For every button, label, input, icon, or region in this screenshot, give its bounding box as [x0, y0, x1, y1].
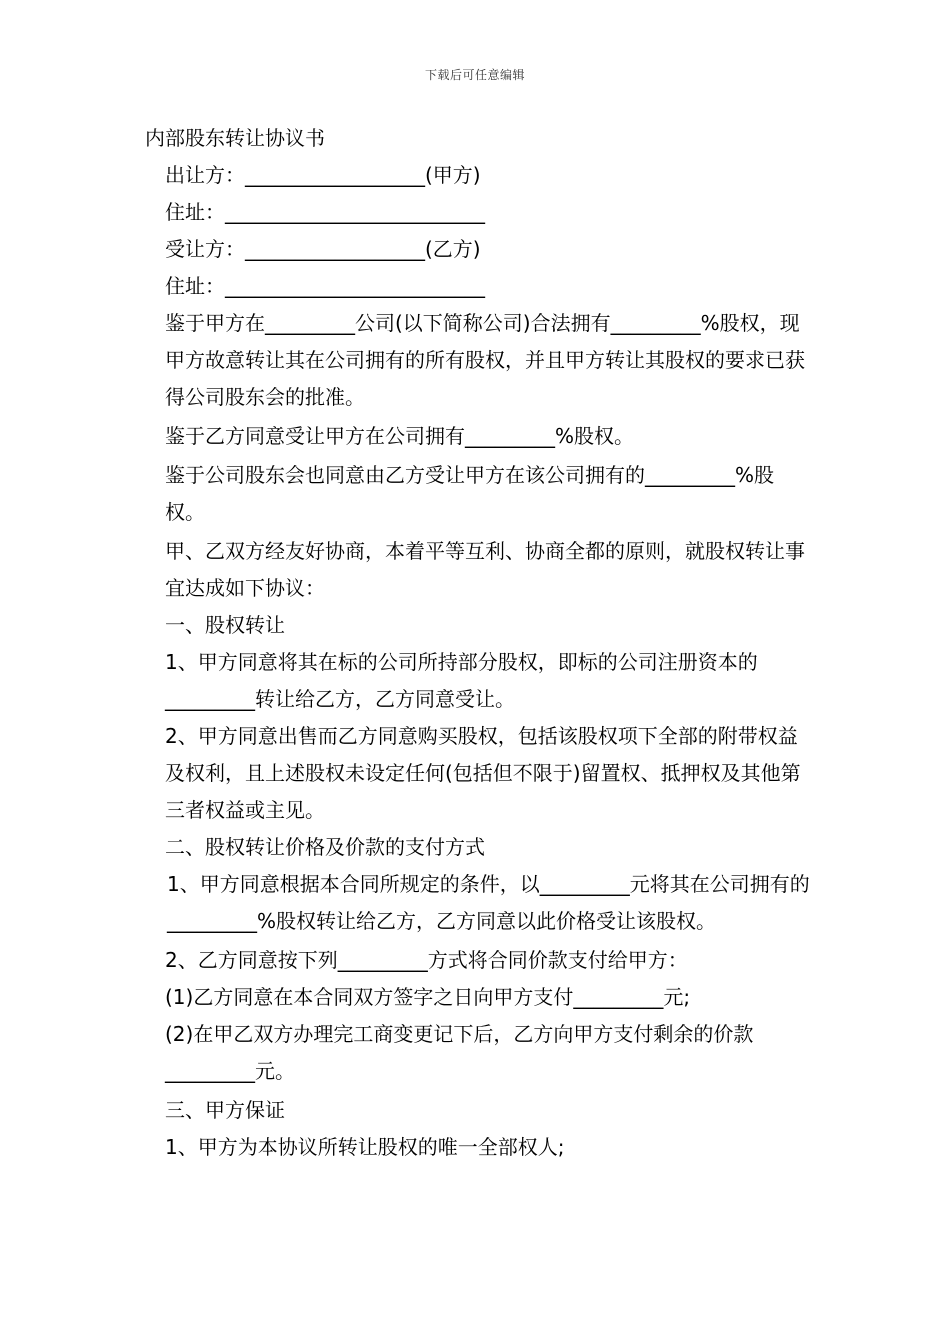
recital-paragraph-1: 鉴于甲方在_________公司(以下简称公司)合法拥有_________%股权，现甲方故意转让其在公司拥有的所有股权，并且甲方转让其股权的要求已获得公司股东会的批准。 [165, 311, 805, 409]
recital-paragraph-2: 鉴于乙方同意受让甲方在公司拥有_________%股权。 [165, 424, 635, 448]
document-body [145, 120, 810, 1166]
recital-paragraph-4: 甲、乙双方经友好协商，本着平等互利、协商全都的原则，就股权转让事宜达成如下协议： [165, 539, 805, 600]
buyer-line: 受让方：__________________(乙方) [165, 237, 481, 261]
section-2-item-1: 1、甲方同意根据本合同所规定的条件，以_________元将其在公司拥有的_________%股权转让给乙方，乙方同意以此价格受让该股权。 [167, 872, 810, 933]
section-1-item-2: 2、甲方同意出售而乙方同意购买股权，包括该股权项下全部的附带权益及权利，且上述股权未设定任何(包括但不限于)留置权、抵押权及其他第三者权益或主见。 [165, 724, 801, 822]
page-header: 下载后可任意编辑 [424, 68, 525, 82]
section-2-subitem-1: (1)乙方同意在本合同双方签字之日向甲方支付_________元; [165, 985, 691, 1009]
section-heading-3: 三、甲方保证 [165, 1098, 285, 1122]
section-3-item-1: 1、甲方为本协议所转让股权的唯一全部权人; [165, 1135, 565, 1159]
section-1-item-1: 1、甲方同意将其在标的公司所持部分股权，即标的公司注册资本的_________转让给乙方，乙方同意受让。 [165, 650, 758, 711]
seller-address-line: 住址：__________________________ [165, 200, 485, 224]
section-heading-2: 二、股权转让价格及价款的支付方式 [165, 835, 485, 859]
recital-paragraph-3: 鉴于公司股东会也同意由乙方受让甲方在该公司拥有的_________%股权。 [165, 463, 775, 524]
buyer-address-line: 住址：__________________________ [165, 274, 485, 298]
section-2-subitem-2: (2)在甲乙双方办理完工商变更记下后，乙方向甲方支付剩余的价款_________元。 [165, 1022, 754, 1083]
seller-line: 出让方：__________________(甲方) [165, 163, 481, 187]
document-title: 内部股东转让协议书 [145, 126, 325, 150]
section-heading-1: 一、股权转让 [165, 613, 285, 637]
section-2-item-2: 2、乙方同意按下列_________方式将合同价款支付给甲方： [165, 948, 688, 972]
